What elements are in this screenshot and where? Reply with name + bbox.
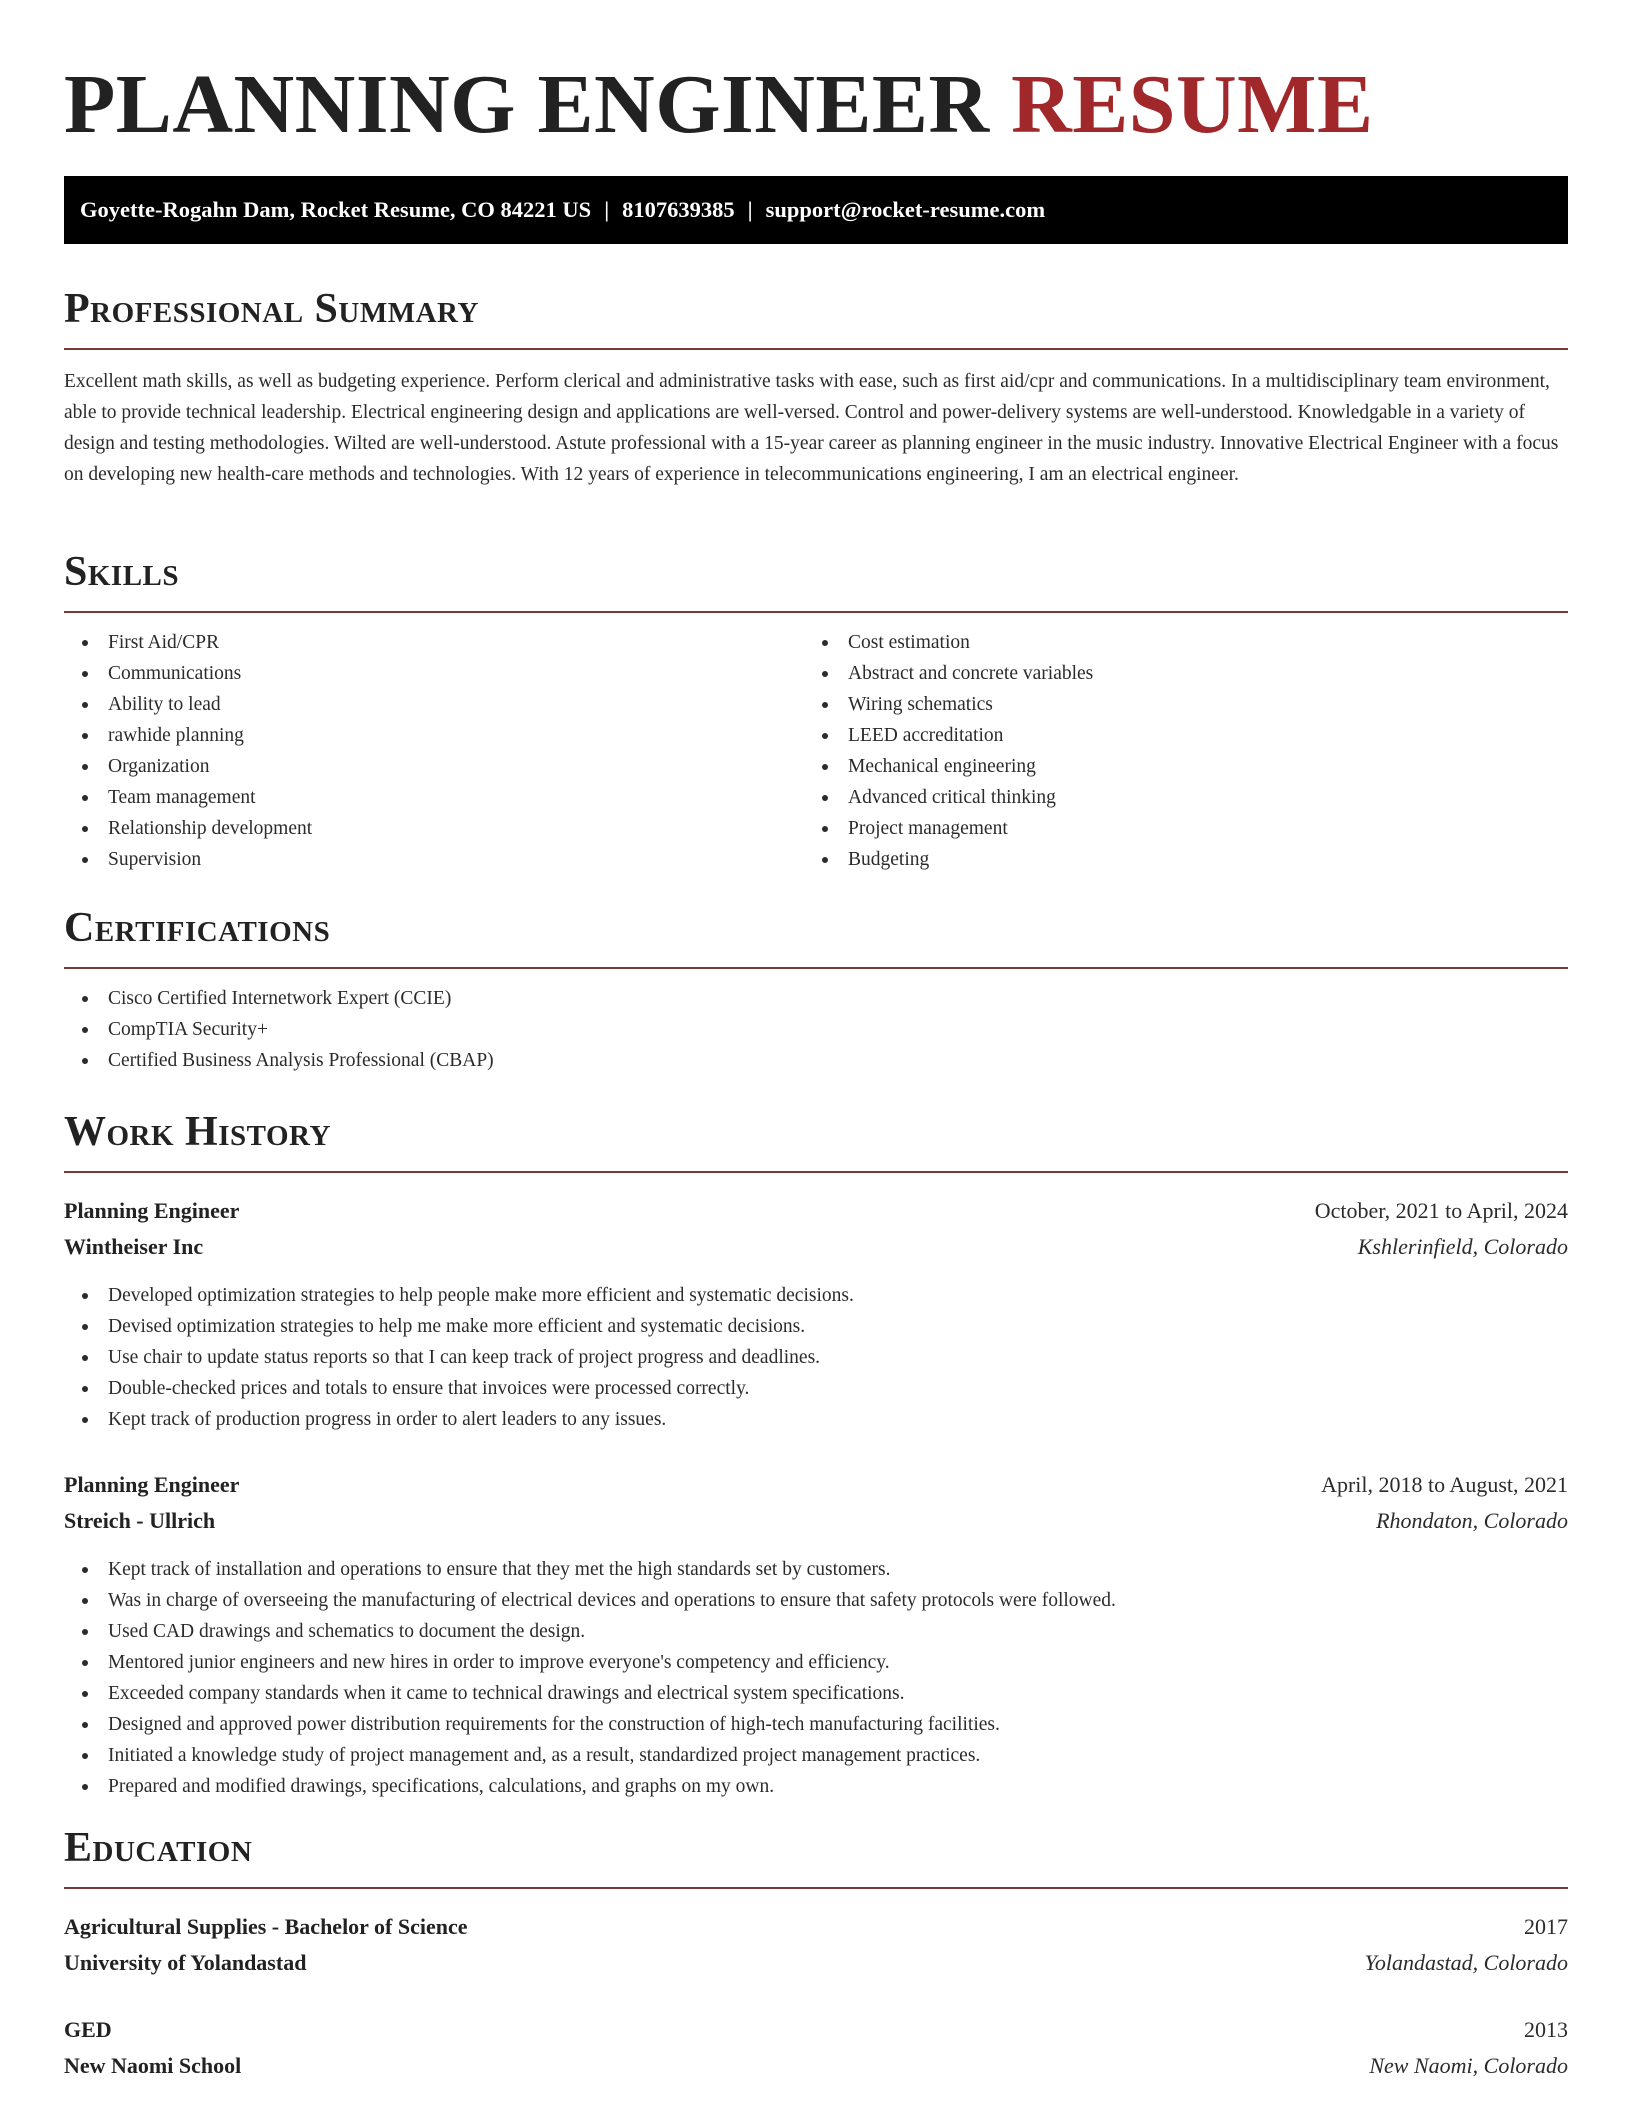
job-duty-item: Use chair to update status reports so that I can keep track of project progress and deadlines. (64, 1342, 854, 1373)
skill-item: Communications (64, 658, 312, 689)
skill-item: Budgeting (804, 844, 1093, 875)
job-duty-item: Used CAD drawings and schematics to document the design. (64, 1616, 1116, 1647)
skill-item: Supervision (64, 844, 312, 875)
education-location: New Naomi, Colorado (1369, 2053, 1568, 2078)
skills-list-left (64, 627, 312, 875)
job-dates: April, 2018 to August, 2021 (1321, 1472, 1568, 1497)
contact-separator: | (747, 197, 753, 222)
work-history-divider (64, 1171, 1568, 1173)
job-company: Wintheiser Inc (64, 1234, 204, 1259)
contact-phone[interactable]: 8107639385 (622, 197, 735, 222)
job-duty-item: Designed and approved power distribution requirements for the construction of high-tech manufacturing facilities. (64, 1709, 1116, 1740)
job-company-row (64, 1503, 1568, 1539)
certifications-divider (64, 967, 1568, 969)
job-duty-item: Devised optimization strategies to help me make more efficient and systematic decisions. (64, 1311, 854, 1342)
job-duty-item: Prepared and modified drawings, specifications, calculations, and graphs on my own. (64, 1771, 1116, 1802)
work-history-heading: Work History (64, 1109, 331, 1155)
skill-item: Relationship development (64, 813, 312, 844)
summary-divider (64, 348, 1568, 350)
job-duty-item: Exceeded company standards when it came to technical drawings and electrical system specifications. (64, 1678, 1116, 1709)
job-company-row (64, 1229, 1568, 1265)
education-school: New Naomi School (64, 2053, 242, 2078)
skills-list-right (804, 627, 1093, 875)
job-duties (64, 1280, 854, 1435)
job-location: Kshlerinfield, Colorado (1357, 1234, 1568, 1259)
job-duty-item: Initiated a knowledge study of project management and, as a result, standardized project management practices. (64, 1740, 1116, 1771)
certification-item: CompTIA Security+ (64, 1014, 494, 1045)
title-main: PLANNING ENGINEER (64, 58, 990, 151)
skill-item: Mechanical engineering (804, 751, 1093, 782)
education-degree: Agricultural Supplies - Bachelor of Science (64, 1914, 468, 1939)
skill-item: Cost estimation (804, 627, 1093, 658)
job-header (64, 1193, 1568, 1229)
skill-item: Organization (64, 751, 312, 782)
skill-item: Team management (64, 782, 312, 813)
certification-item: Cisco Certified Internetwork Expert (CCIE) (64, 983, 494, 1014)
job-duty-item: Mentored junior engineers and new hires in order to improve everyone's competency and efficiency. (64, 1647, 1116, 1678)
skill-item: Wiring schematics (804, 689, 1093, 720)
contact-email[interactable]: support@rocket-resume.com (765, 197, 1046, 222)
job-title: Planning Engineer (64, 1472, 240, 1497)
certifications-heading: Certifications (64, 905, 331, 951)
job-duty-item: Double-checked prices and totals to ensure that invoices were processed correctly. (64, 1373, 854, 1404)
summary-text: Excellent math skills, as well as budgeting experience. Perform clerical and administrative tasks with ease, such as first aid/cpr and communications. In a multidisciplinary team environment, able to provide technical leadership. Electrical engineering design and applications are well-versed. Control and power-delivery systems are well-understood. Knowledgable in a variety of design and testing methodologies. Wilted are well-understood. Astute professional with a 15-year career as planning engineer in the music industry. Innovative Electrical Engineer with a focus on developing new health-care methods and technologies. With 12 years of experience in telecommunications engineering, I am an electrical engineer. (64, 371, 1559, 485)
job-location: Rhondaton, Colorado (1376, 1508, 1568, 1533)
title-accent: RESUME (1011, 58, 1374, 151)
contact-address: Goyette-Rogahn Dam, Rocket Resume, CO 84221 US (80, 197, 592, 222)
job-header (64, 1467, 1568, 1503)
skill-item: LEED accreditation (804, 720, 1093, 751)
summary-heading: Professional Summary (64, 286, 479, 332)
resume-title (64, 60, 1374, 150)
skills-divider (64, 611, 1568, 613)
education-school-row (64, 1945, 1568, 1981)
job-duty-item: Developed optimization strategies to help people make more efficient and systematic decisions. (64, 1280, 854, 1311)
education-divider (64, 1887, 1568, 1889)
job-duty-item: Was in charge of overseeing the manufacturing of electrical devices and operations to ensure that safety protocols were followed. (64, 1585, 1116, 1616)
education-school: University of Yolandastad (64, 1950, 307, 1975)
job-company: Streich - Ullrich (64, 1508, 216, 1533)
skill-item: Project management (804, 813, 1093, 844)
skills-heading: Skills (64, 549, 180, 595)
education-school-row (64, 2048, 1568, 2084)
contact-separator: | (604, 197, 610, 222)
education-degree: GED (64, 2017, 112, 2042)
education-location: Yolandastad, Colorado (1364, 1950, 1568, 1975)
education-header (64, 2012, 1568, 2048)
job-duty-item: Kept track of production progress in order to alert leaders to any issues. (64, 1404, 854, 1435)
job-duties (64, 1554, 1116, 1802)
job-duty-item: Kept track of installation and operations to ensure that they met the high standards set by customers. (64, 1554, 1116, 1585)
education-heading: Education (64, 1825, 253, 1871)
education-year: 2013 (1524, 2017, 1568, 2042)
skill-item: Ability to lead (64, 689, 312, 720)
job-dates: October, 2021 to April, 2024 (1314, 1198, 1568, 1223)
skill-item: Abstract and concrete variables (804, 658, 1093, 689)
skill-item: First Aid/CPR (64, 627, 312, 658)
education-year: 2017 (1524, 1914, 1568, 1939)
education-header (64, 1909, 1568, 1945)
skill-item: Advanced critical thinking (804, 782, 1093, 813)
contact-bar (64, 176, 1568, 244)
job-title: Planning Engineer (64, 1198, 240, 1223)
certifications-list (64, 983, 494, 1076)
certification-item: Certified Business Analysis Professional (CBAP) (64, 1045, 494, 1076)
skill-item: rawhide planning (64, 720, 312, 751)
